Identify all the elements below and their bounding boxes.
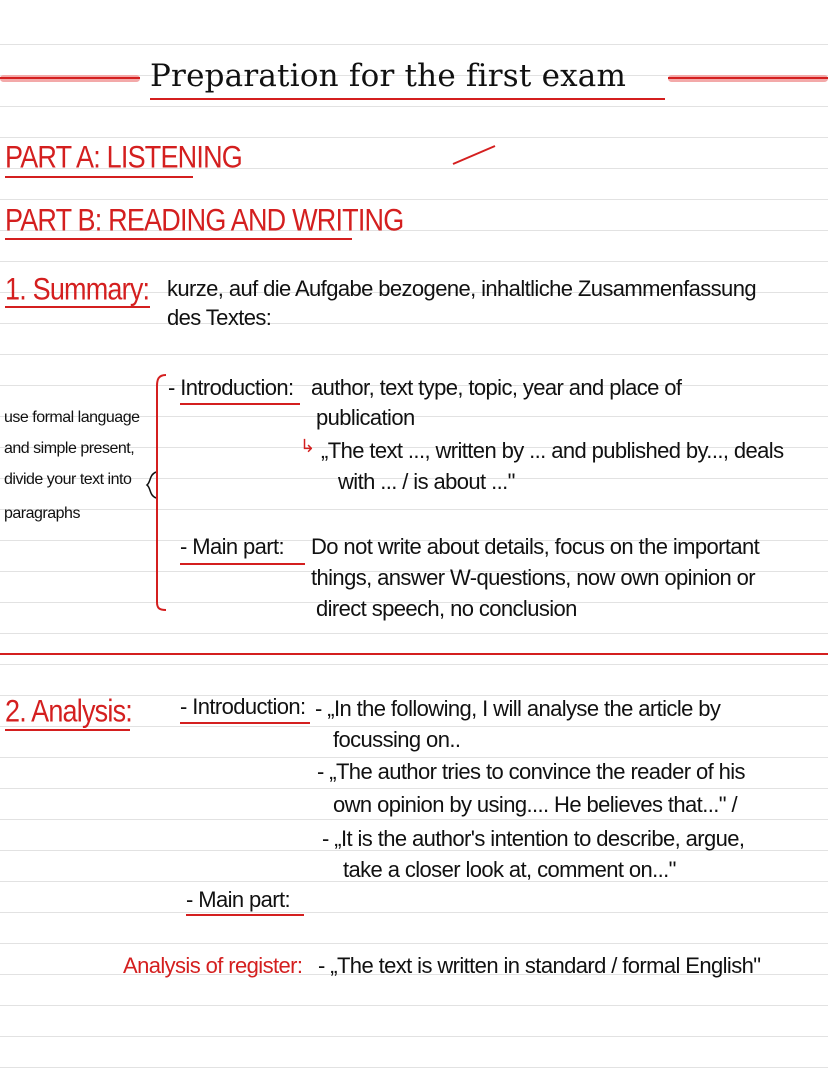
summary-intro-text-line1: author, text type, topic, year and place of [311, 375, 682, 400]
side-note-line4: paragraphs [4, 505, 80, 522]
analysis-intro-line5: - „It is the author's intention to describe, argue, [322, 826, 745, 851]
summary-description-line2: des Textes: [167, 305, 272, 330]
analysis-heading: 2. Analysis: [5, 694, 132, 729]
part-b-heading: PART B: READING AND WRITING [5, 203, 404, 238]
register-label: Analysis of register: [123, 953, 303, 978]
summary-main-text-line1: Do not write about details, focus on the important [311, 534, 760, 559]
analysis-intro-line1: - „In the following, I will analyse the article by [315, 696, 721, 721]
summary-main-label: - Main part: [180, 534, 285, 559]
analysis-intro-underline [180, 722, 310, 724]
summary-main-text-line2: things, answer W-questions, now own opinion or [311, 565, 756, 590]
stray-stroke [450, 140, 500, 170]
analysis-intro-line3: - „The author tries to convince the reader of his [317, 759, 745, 784]
part-a-underline [5, 176, 193, 178]
summary-main-underline [180, 563, 305, 565]
analysis-intro-line6: take a closer look at, comment on..." [343, 857, 676, 882]
summary-intro-example-line1: „The text ..., written by ... and published by..., deals [321, 438, 784, 463]
summary-intro-text-line2: publication [316, 405, 415, 430]
analysis-underline [5, 729, 130, 731]
part-a-heading: PART A: LISTENING [5, 140, 242, 175]
analysis-main-underline [186, 914, 304, 916]
summary-heading: 1. Summary: [5, 272, 150, 307]
part-b-underline [5, 238, 352, 240]
summary-underline [5, 306, 150, 308]
page-title: Preparation for the first exam [150, 58, 627, 94]
analysis-intro-label: - Introduction: [180, 694, 306, 719]
summary-intro-example-line2: with ... / is about ..." [338, 469, 515, 494]
arrow-icon: ↳ [300, 436, 315, 456]
summary-bracket [150, 372, 170, 614]
summary-intro-underline [180, 403, 300, 405]
title-decoration-left-core [0, 77, 140, 79]
title-underline [150, 98, 665, 100]
side-note-line3: divide your text into [4, 471, 132, 488]
register-text: - „The text is written in standard / formal English" [318, 953, 761, 978]
summary-description-line1: kurze, auf die Aufgabe bezogene, inhaltliche Zusammenfassung [167, 276, 756, 301]
analysis-main-label: - Main part: [186, 887, 291, 912]
side-note-line1: use formal language [4, 409, 140, 426]
analysis-intro-line2: focussing on.. [333, 727, 461, 752]
title-decoration-right-core [668, 77, 828, 79]
analysis-intro-line4: own opinion by using.... He believes that..." / [333, 792, 737, 817]
section-divider [0, 653, 828, 655]
summary-intro-label: - Introduction: [168, 375, 294, 400]
side-note-line2: and simple present, [4, 440, 135, 457]
summary-main-text-line3: direct speech, no conclusion [316, 596, 577, 621]
